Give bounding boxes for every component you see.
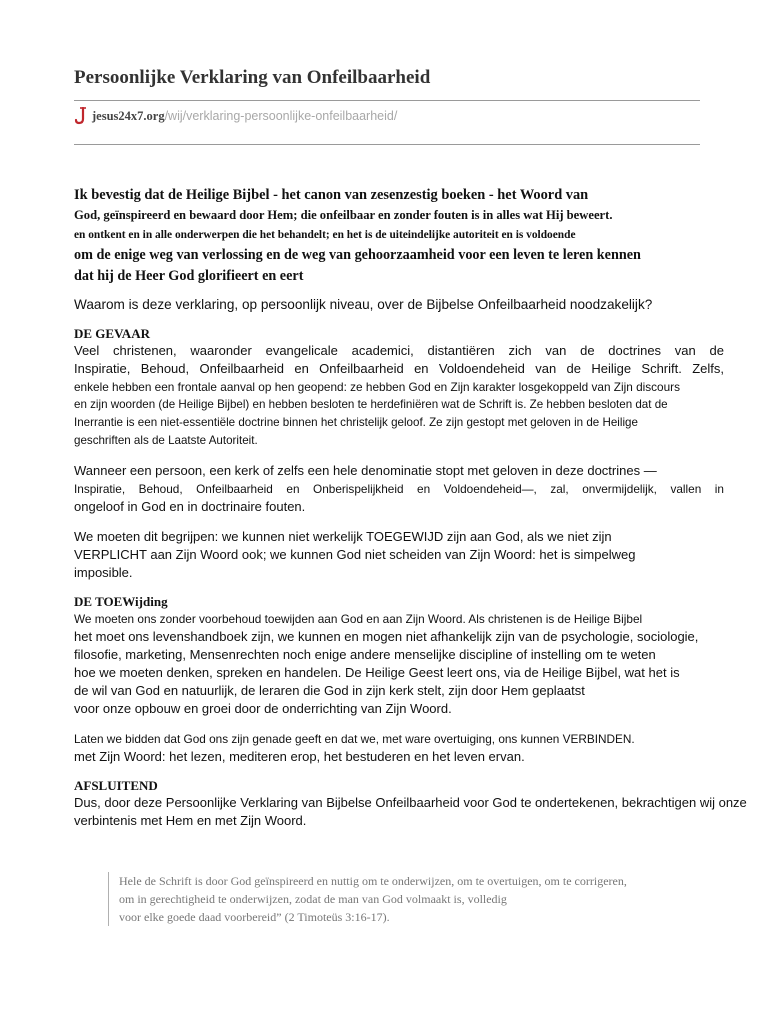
danger-paragraph [74,342,724,450]
understand-line: We moeten dit begrijpen: we kunnen niet werkelijk TOEGEWIJD zijn aan God, als we niet zijn [74,529,612,544]
closing-paragraph [74,794,747,830]
source-path[interactable]: /wij/verklaring-persoonlijke-onfeilbaarheid/ [164,109,398,123]
prayer-paragraph [74,730,724,766]
question-paragraph: Waarom is deze verklaring, op persoonlijk niveau, over de Bijbelse Onfeilbaarheid noodzakelijk? [74,297,653,312]
consequence-line: Wanneer een persoon, een kerk of zelfs een hele denominatie stopt met geloven in deze doctrines — [74,463,657,478]
consequence-line: Inspiratie, Behoud, Onfeilbaarheid en Onberispelijkheid en Voldoendeheid—, zal, onvermijdelijk, vallen in [74,482,724,496]
quote-line: voor elke goede daad voorbereid” (2 Timoteüs 3:16-17). [119,910,390,924]
danger-heading: DE GEVAAR [74,326,150,341]
prayer-line: met Zijn Woord: het lezen, mediteren erop, het bestuderen en het leven ervan. [74,749,525,764]
prayer-line: Laten we bidden dat God ons zijn genade geeft en dat we, met ware overtuiging, ons kunnen VERBINDEN. [74,732,635,746]
dedication-line: het moet ons levenshandboek zijn, we kunnen en mogen niet afhankelijk zijn van de psychologie, sociologie, [74,629,699,644]
understand-line: VERPLICHT aan Zijn Woord ook; we kunnen God niet scheiden van Zijn Woord: het is simpelweg [74,547,636,562]
document-title: Persoonlijke Verklaring van Onfeilbaarheid [74,67,431,88]
danger-line: geschriften als de Laatste Autoriteit. [74,434,258,447]
quote-line: Hele de Schrift is door God geïnspireerd en nuttig om te onderwijzen, om te overtuigen, om te corrigeren, [119,874,627,888]
document-page [74,66,747,830]
affirmation-line: Ik bevestig dat de Heilige Bijbel - het canon van zesenzestig boeken - het Woord van [74,187,589,203]
affirmation-line: dat hij de Heer God glorifieert en eert [74,268,304,284]
danger-line: Inspiratie, Behoud, Onfeilbaarheid en Onfeilbaarheid en Voldoendeheid van de Heilige Schrift. Zelfs, [74,361,724,376]
dedication-paragraph [74,610,724,718]
quote-line: om in gerechtigheid te onderwijzen, zodat de man van God volmaakt is, volledig [119,892,507,906]
title-divider [74,100,700,101]
danger-line: en zijn woorden (de Heilige Bijbel) en hebben besloten te herdefiniëren wat de Schrift is. Ze hebben besloten dat de [74,398,668,411]
dedication-line: filosofie, marketing, Mensenrechten noch enige andere menselijke discipline of instelling om te weten [74,647,656,662]
dedication-line: voor onze opbouw en groei door de onderrichting van Zijn Woord. [74,701,452,716]
dedication-line: We moeten ons zonder voorbehoud toewijden aan God en aan Zijn Woord. Als christenen is de Heilige Bijbel [74,612,643,626]
scripture-quote [108,872,627,926]
affirmation-line: God, geïnspireerd en bewaard door Hem; die onfeilbaar en zonder fouten is in alles wat Hij beweert. [74,208,613,222]
consequence-paragraph [74,462,724,516]
affirmation-line: om de enige weg van verlossing en de weg van gehoorzaamheid voor een leven te leren kennen [74,247,641,263]
dedication-heading: DE TOEWijding [74,594,168,609]
affirmation-block [74,185,724,286]
affirmation-line: en ontkent en in alle onderwerpen die het behandelt; en het is de uiteindelijke autoriteit en is voldoende [74,229,576,241]
consequence-line: ongeloof in God en in doctrinaire fouten. [74,499,306,514]
red-j-logo-icon [74,107,88,125]
danger-line: enkele hebben een frontale aanval op hen geopend: ze hebben God en Zijn karakter losgekoppeld van Zijn discours [74,380,680,394]
source-divider [74,144,700,145]
dedication-line: de wil van God en natuurlijk, de leraren die God in zijn kerk stelt, zijn door Hem geplaatst [74,683,585,698]
understand-line: imposible. [74,565,133,580]
understand-paragraph [74,528,724,582]
closing-line: verbintenis met Hem en met Zijn Woord. [74,813,307,828]
source-link[interactable] [74,103,724,129]
danger-line: Veel christenen, waaronder evangelicale academici, distantiëren zich van de doctrines van de [74,343,724,358]
closing-heading: AFSLUITEND [74,778,158,793]
danger-line: Inerrantie is een niet-essentiële doctrine binnen het christelijk geloof. Ze zijn gestopt met geloven in de Heilige [74,416,638,429]
dedication-line: hoe we moeten denken, spreken en handelen. De Heilige Geest leert ons, via de Heilige Bijbel, wat het is [74,665,680,680]
source-site[interactable]: jesus24x7.org [92,108,165,123]
closing-line: Dus, door deze Persoonlijke Verklaring van Bijbelse Onfeilbaarheid voor God te ondertekenen, bekrachtigen wij onze [74,795,747,810]
